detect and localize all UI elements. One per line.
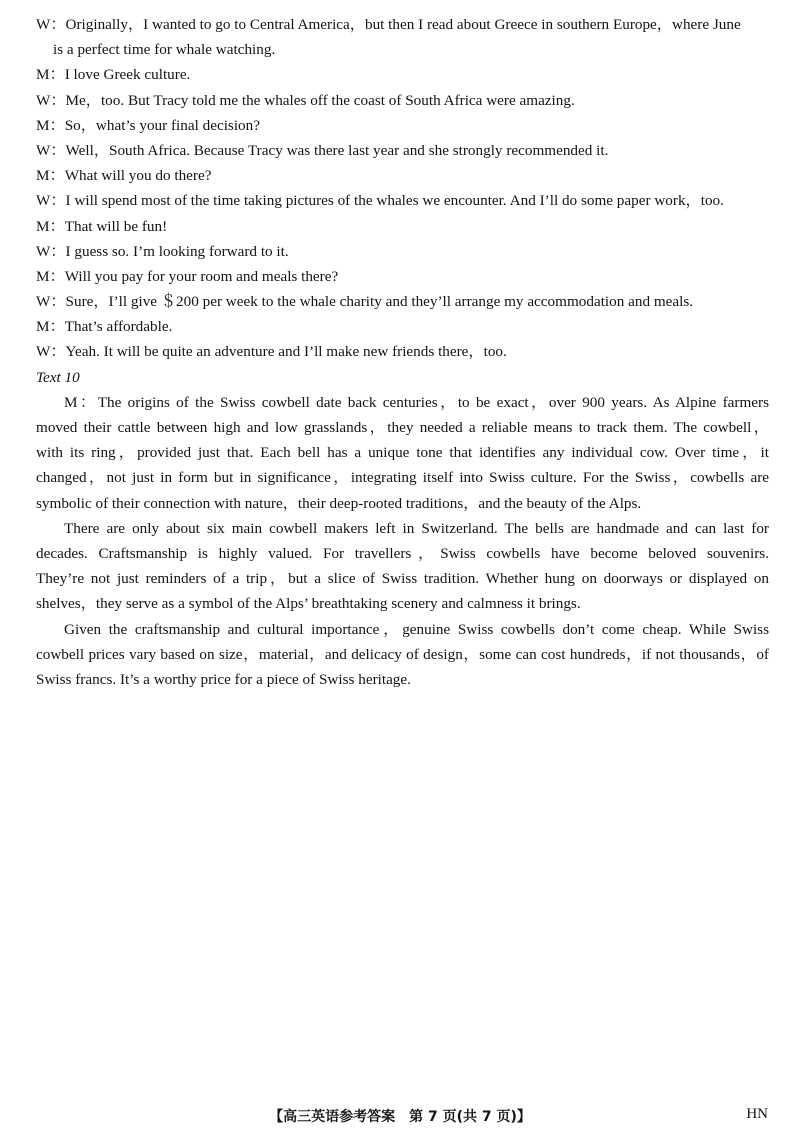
paragraph-line: moved their cattle between high and low grasslands，they needed a reliable means to track them. The cowbell， (36, 419, 769, 436)
dialogue-line: W：Originally，I wanted to go to Central America，but then I read about Greece in southern Europe，where June (36, 16, 741, 33)
paragraph-line: M：The origins of the Swiss cowbell date back centuries，to be exact，over 900 years. As Alpine farmers (64, 393, 769, 411)
dialogue-line: M：That’s affordable. (36, 318, 173, 336)
text-10-heading: Text 10 (36, 368, 80, 386)
footer-title: 【高三英语参考答案 第 7 页(共 7 页)】 (269, 1109, 531, 1125)
dialogue-line: M：So，what’s your final decision? (36, 116, 260, 134)
text-10-paragraph (36, 617, 769, 693)
paragraph-line: shelves，they serve as a symbol of the Alps’ breathtaking scenery and calmness it brings. (36, 595, 581, 613)
dialogue-line: W：Well，South Africa. Because Tracy was there last year and she strongly recommended it. (36, 141, 609, 159)
paragraph-line: symbolic of their connection with nature，their deep-rooted traditions，and the beauty of the Alps. (36, 494, 642, 512)
dialogue-line: M：That will be fun! (36, 217, 168, 235)
paragraph-line: decades. Craftsmanship is highly valued. For travellers，Swiss cowbells have become beloved souvenirs. (36, 544, 769, 562)
dialogue-line: W：I will spend most of the time taking pictures of the whales we encounter. And I’ll do some paper work，too. (36, 192, 724, 210)
dialogue-line: M：Will you pay for your room and meals there? (36, 267, 339, 285)
paragraph-line: cowbell prices vary based on size，material，and delicacy of design，some can cost hundreds，if not thousands，of (36, 645, 769, 663)
paragraph-line: changed，not just in form but in significance，integrating itself into Swiss culture. For the Swiss，cowbells are (36, 469, 769, 487)
paragraph-line: Swiss francs. It’s a worthy price for a piece of Swiss heritage. (36, 670, 411, 688)
paragraph-line: There are only about six main cowbell makers left in Switzerland. The bells are handmade and can last for (64, 519, 769, 537)
dialogue-line: W：Sure，I’ll give ＄200 per week to the whale charity and they’ll arrange my accommodation and meals. (36, 293, 694, 311)
dialogue-line: W：Me，too. But Tracy told me the whales off the coast of South Africa were amazing. (36, 91, 575, 109)
page-footer (0, 1104, 800, 1128)
dialogue-line: M：I love Greek culture. (36, 66, 191, 84)
paragraph-line: Given the craftsmanship and cultural importance，genuine Swiss cowbells don’t come cheap. While Swiss (64, 620, 769, 638)
footer-region-code: HN (746, 1106, 768, 1122)
paragraph-line: They’re not just reminders of a trip，but a slice of Swiss tradition. Whether hung on doorways or displayed on (36, 570, 769, 588)
page-content (36, 12, 769, 692)
text-10-paragraph (36, 516, 769, 617)
dialogue-line: W：Yeah. It will be quite an adventure and I’ll make new friends there，too. (36, 343, 507, 361)
paragraph-line: with its ring，provided just that. Each bell has a unique tone that identifies any individual cow. Over time，it (36, 444, 769, 462)
dialogue-line: W：I guess so. I’m looking forward to it. (36, 242, 289, 260)
dialogue-line-continuation: is a perfect time for whale watching. (53, 41, 276, 59)
dialogue-line: M：What will you do there? (36, 167, 212, 185)
text-10-paragraph (36, 390, 769, 516)
dialogue-section (36, 12, 769, 365)
